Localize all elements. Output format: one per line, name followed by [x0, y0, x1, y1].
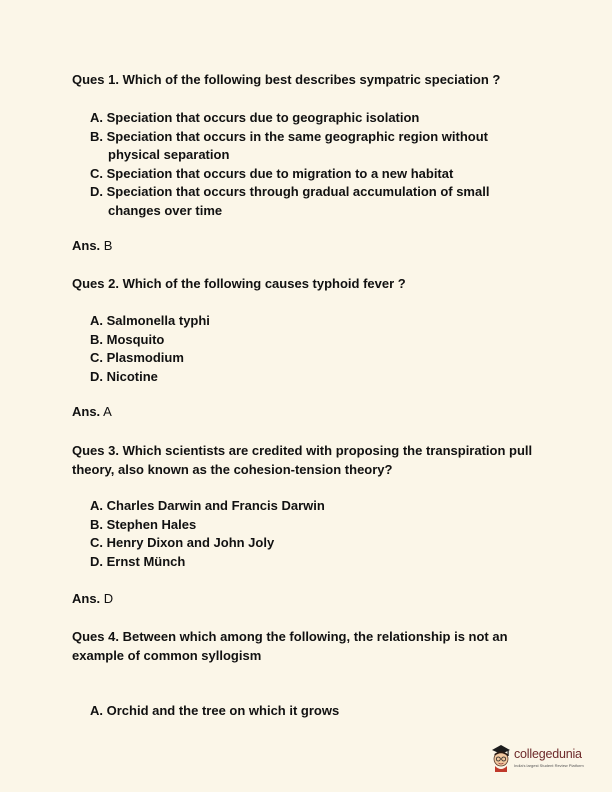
question-3-answer [72, 590, 113, 608]
question-1-option-c: C. Speciation that occurs due to migration to a new habitat [90, 165, 454, 181]
question-4-option-a: A. Orchid and the tree on which it grows [90, 703, 340, 718]
question-3-option-a: A. Charles Darwin and Francis Darwin [90, 498, 325, 513]
question-1-option-a: A. Speciation that occurs due to geographic isolation [90, 110, 420, 125]
question-3-text: Ques 3. Which scientists are credited with proposing the transpiration pull theory, also known as the cohesion-tension theory? [72, 443, 533, 477]
question-2-option-a: A. Salmonella typhi [90, 313, 210, 328]
question-2-answer [72, 403, 112, 421]
question-1-option-d: D. Speciation that occurs through gradual accumulation of small changes over time [90, 184, 490, 218]
question-1-options [90, 109, 540, 220]
logo-tagline: India's largest Student Review Platform [514, 763, 584, 768]
question-4-options [90, 702, 540, 721]
question-3-option-d: D. Ernst Münch [90, 553, 186, 569]
answer-label: Ans. [72, 404, 101, 419]
mascot-icon [490, 742, 512, 772]
question-2-option-d: D. Nicotine [90, 368, 158, 384]
question-1-text: Ques 1. Which of the following best describes sympatric speciation ? [72, 72, 501, 87]
question-2-options [90, 312, 540, 386]
answer-value: D [103, 591, 114, 606]
answer-value: A [103, 404, 112, 419]
answer-label: Ans. [72, 591, 101, 606]
question-3-options [90, 497, 540, 571]
question-3-option-c: C. Henry Dixon and John Joly [90, 535, 275, 550]
question-4-text: Ques 4. Between which among the following, the relationship is not an example of common syllogism [72, 629, 508, 663]
answer-value: B [103, 238, 113, 253]
question-2-text: Ques 2. Which of the following causes typhoid fever ? [72, 276, 406, 291]
question-2-option-c: C. Plasmodium [90, 350, 184, 365]
collegedunia-logo [490, 742, 600, 778]
question-3-option-b: B. Stephen Hales [90, 516, 197, 532]
logo-name: collegedunia [514, 747, 582, 761]
question-2-option-b: B. Mosquito [90, 331, 165, 347]
question-1-answer [72, 237, 112, 255]
question-1-option-b: B. Speciation that occurs in the same geographic region without physical separation [90, 128, 488, 162]
answer-label: Ans. [72, 238, 101, 253]
